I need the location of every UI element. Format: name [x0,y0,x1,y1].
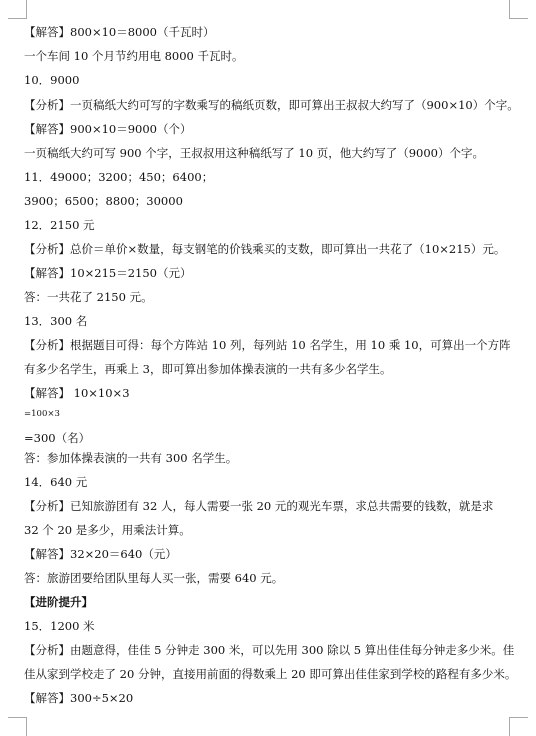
answer-line: 3900；6500；8800；30000 [24,194,183,208]
answer-line: 【解答】 10×10×3 [24,386,130,400]
question-answer: 11．49000；3200；450；6400； [24,170,214,184]
page-corner-mark [509,0,528,19]
answer-line: 一页稿纸大约可写 900 个字，王叔叔用这种稿纸写了 10 页，他大约写了（9000）个字。 [24,146,484,160]
question-answer: 12．2150 元 [24,218,95,232]
answer-line: 答：一共花了 2150 元。 [24,290,153,304]
answer-line: 【解答】300÷5×20 [24,691,134,705]
analysis-line: 【分析】已知旅游团有 32 人，每人需要一张 20 元的观光车票，求总共需要的钱数，就是求 [24,499,494,513]
question-answer: 13．300 名 [24,314,88,328]
section-heading: 【进阶提升】 [24,595,93,609]
question-answer: 14．640 元 [24,475,88,489]
page-corner-mark [8,717,27,736]
analysis-line: 【分析】总价＝单价×数量，每支钢笔的价钱乘买的支数，即可算出一共花了（10×215）元。 [24,242,506,256]
analysis-line: 有多少名学生，再乘上 3，即可算出参加体操表演的一共有多少名学生。 [24,362,392,376]
question-answer: 10．9000 [24,73,80,87]
answer-line: 答：参加体操表演的一共有 300 名学生。 [24,451,238,465]
answer-line: 【解答】800×10＝8000（千瓦时） [24,25,215,39]
question-answer: 15．1200 米 [24,619,95,633]
answer-line: 【解答】900×10＝9000（个） [24,122,192,136]
answer-line: 答：旅游团要给团队里每人买一张，需要 640 元。 [24,571,284,585]
answer-line: 【解答】32×20＝640（元） [24,547,177,561]
page-corner-mark [509,717,528,736]
page-corner-mark [8,0,27,19]
analysis-line: 32 个 20 是多少，用乘法计算。 [24,523,191,537]
analysis-line: 佳从家到学校走了 20 分钟，直接用前面的得数乘上 20 即可算出佳佳家到学校的路程有多少米。 [24,667,517,681]
analysis-line: 【分析】由题意得，佳佳 5 分钟走 300 米，可以先用 300 除以 5 算出佳佳每分钟走多少米。佳 [24,643,515,657]
analysis-line: 【分析】根据题目可得：每个方阵站 10 列，每列站 10 名学生，用 10 乘 10，可算出一个方阵 [24,338,511,352]
answer-line: 【解答】10×215＝2150（元） [24,266,192,280]
answer-line: 一个车间 10 个月节约用电 8000 千瓦时。 [24,49,244,63]
equation-step: =300（名） [24,431,91,445]
equation-step: =100×3 [24,409,60,419]
analysis-line: 【分析】一页稿纸大约可写的字数乘写的稿纸页数，即可算出王叔叔大约写了（900×10）个字。 [24,98,519,112]
